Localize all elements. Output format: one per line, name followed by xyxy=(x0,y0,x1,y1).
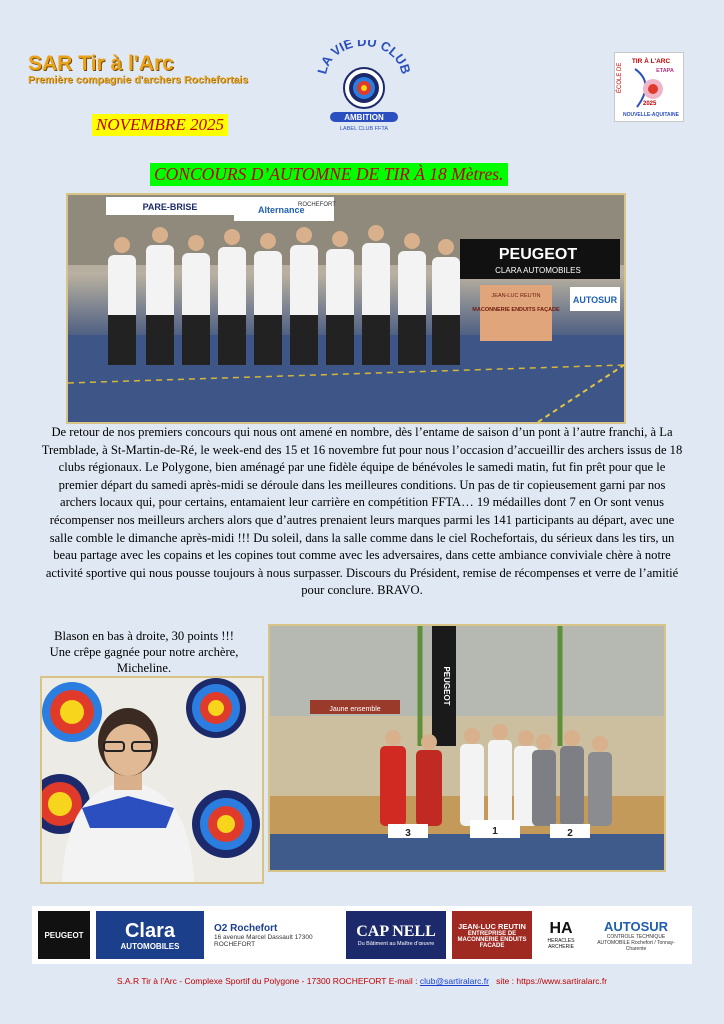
podium-step-3: 3 xyxy=(405,828,411,839)
right-logo-line2: ÉCOLE DE xyxy=(617,62,623,93)
footer-email-link[interactable]: club@sartiralarc.fr xyxy=(419,976,489,986)
sponsor-clara-sub: AUTOMOBILES xyxy=(120,941,180,951)
sponsor-o2-sub: 16 avenue Marcel Dassault 17300 ROCHEFORT xyxy=(214,933,313,948)
sponsors-strip xyxy=(32,906,692,964)
sponsor-heracles-sub: HERACLES ARCHERIE xyxy=(547,938,575,950)
footer xyxy=(0,976,724,986)
sponsor-capnell-sub: Du Bâtiment au Maître d’œuvre xyxy=(357,941,435,947)
logo-badge: AMBITION xyxy=(344,113,384,122)
sponsor-heracles xyxy=(538,911,584,959)
banner-autosur: AUTOSUR xyxy=(572,295,618,305)
podium-photo xyxy=(268,624,666,872)
article-text: De retour de nos premiers concours qui nous ont amené en nombre, dès l’entame de saison d’un pont à l’autre franchi, à La Tremblade, à St-Martin-de-Ré, le week-end des 15 et 16 novembre fut pour nous l’occasion d’accueillir des archers issus de 18 clubs régionaux. Le Polygone, bien aménagé par une fidèle équipe de bénévoles le samedi matin, fut fin prêt pour que le premier départ du samedi après-midi se déroule dans les meilleures conditions. Un pas de tir copieusement garni par nos archers locaux qui, pour certains, entamaient leur carrière en compétition FFTA… 19 médailles dont 7 en Or sont venus récompenser nos meilleurs archers alors que d’autres prenaient leurs marques parmi les 141 participants au départ, avec une salle comble le dimanche après-midi !!! Du soleil, dans la salle comme dans le ciel Rochefortais, du sérieux dans les tirs, un beau partage avec les copains et les copines tout comme avec les adversaires, dans cette ambiance conviviale chère à notre activité sportive qui nous pousse toujours à nous surpasser. Discours du Président, remise de récompenses et verre de l’amitié pour conclure. BRAVO. xyxy=(41,425,683,598)
podium-step-2: 2 xyxy=(567,828,573,839)
caption-line-2: Une crêpe gagnée pour notre archère, xyxy=(49,645,239,659)
sponsor-clara xyxy=(96,911,204,959)
headline: CONCOURS D’AUTOMNE DE TIR À 18 Mètres. xyxy=(150,163,508,186)
logo-label: LABEL CLUB FFTA xyxy=(340,126,388,132)
sponsor-autosur xyxy=(590,911,682,959)
banner-reutin: JEAN-LUC REUTIN xyxy=(491,293,541,299)
banner-clara: CLARA AUTOMOBILES xyxy=(495,266,581,275)
vie-du-club-logo xyxy=(316,40,412,132)
podium-step-1: 1 xyxy=(492,826,498,837)
sponsor-o2 xyxy=(210,911,340,959)
right-logo-line1: TIR À L'ARC xyxy=(631,58,671,65)
sponsor-clara-name: Clara xyxy=(124,919,176,942)
target-top-left xyxy=(42,682,102,742)
podium-banner-1: Jaune ensemble xyxy=(329,706,381,713)
sponsor-autosur-sub: CONTROLE TECHNIQUE AUTOMOBILE Rochefort / Tonnay-Charente xyxy=(597,933,675,952)
club-subtitle: Première compagnie d'archers Rochefortais xyxy=(28,74,249,86)
banner-pare-brise: PARE-BRISE xyxy=(142,202,198,212)
month-label: NOVEMBRE 2025 xyxy=(92,114,228,136)
sponsor-reutin xyxy=(452,911,532,959)
right-logo-line3: NOUVELLE-AQUITAINE xyxy=(622,112,680,118)
right-logo-year: 2025 xyxy=(643,101,657,107)
ecole-tir-logo xyxy=(614,52,684,122)
target-bottom-right xyxy=(192,790,260,858)
photo-caption xyxy=(20,628,268,676)
sponsor-capnell xyxy=(346,911,446,959)
banner-maconnerie: MACONNERIE ENDUITS FAÇADE xyxy=(472,307,560,313)
sponsor-capnell-name: CAP NELL xyxy=(356,923,436,940)
sponsor-peugeot: PEUGEOT xyxy=(38,911,90,959)
target-top-right xyxy=(186,678,246,738)
sponsor-reutin-sub: ENTREPRISE DE MACONNERIE ENDUITS FACADE xyxy=(457,930,527,949)
footer-address: S.A.R Tir à l’Arc - Complexe Sportif du Polygone - 17300 ROCHEFORT E-mail : xyxy=(116,976,418,986)
archer-target-photo xyxy=(40,676,264,884)
sponsor-reutin-name: JEAN-LUC REUTIN xyxy=(458,921,526,931)
club-name: SAR Tir à l'Arc xyxy=(28,52,174,75)
banner-peugeot: PEUGEOT xyxy=(498,246,578,263)
footer-site-link[interactable]: https://www.sartiralarc.fr xyxy=(516,976,608,986)
right-logo-tag: ETAPA xyxy=(656,68,674,74)
logo-title: A VIE DU CLU xyxy=(317,40,410,69)
caption-line-3: Micheline. xyxy=(116,661,172,675)
podium-banner-2: PEUGEOT xyxy=(442,666,451,706)
sponsor-autosur-name: AUTOSUR xyxy=(603,918,669,934)
banner-alternance: Alternance xyxy=(258,205,305,215)
sponsor-o2-name: O2 Rochefort xyxy=(214,922,278,934)
footer-site-label: site : xyxy=(496,976,515,986)
caption-line-1: Blason en bas à droite, 30 points !!! xyxy=(54,629,234,643)
sponsor-heracles-name: HA xyxy=(549,920,573,937)
group-photo xyxy=(66,193,626,424)
banner-rochefort: ROCHEFORT xyxy=(298,202,336,208)
